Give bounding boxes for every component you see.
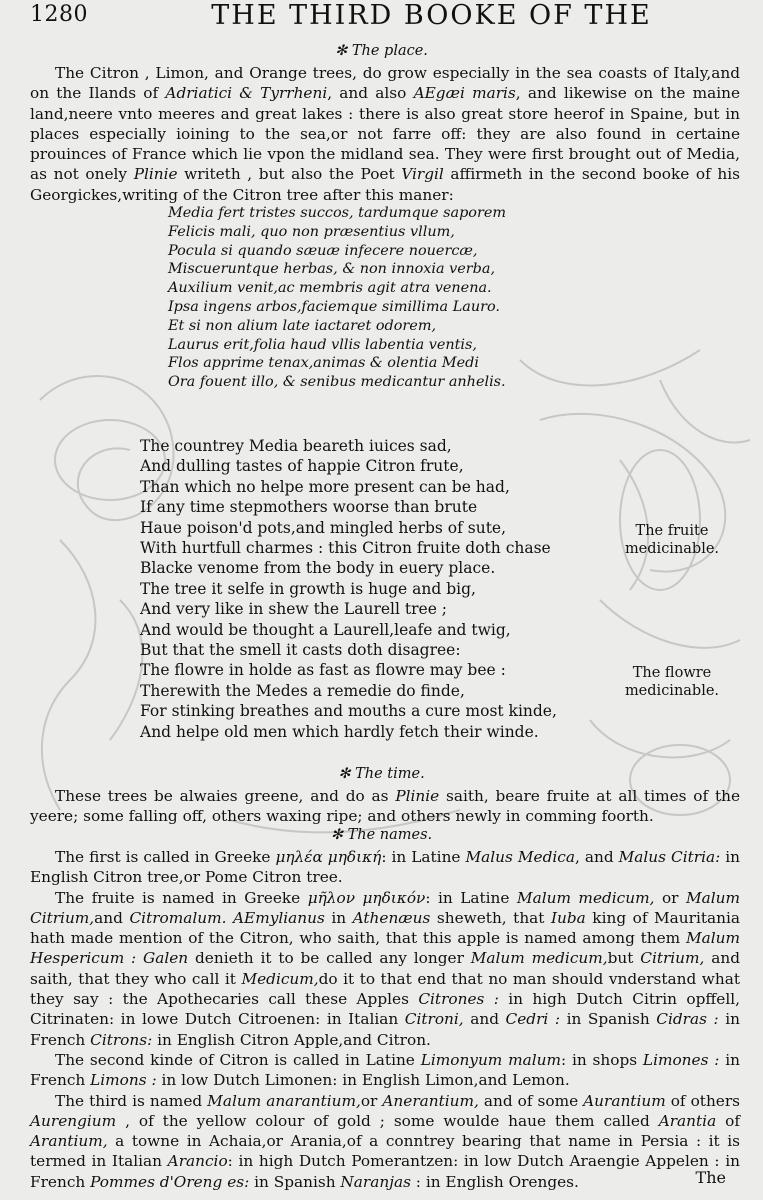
verse-line: The countrey Media beareth iuices sad, <box>140 437 452 455</box>
verse-line: Miscueruntque herbas, & non innoxia verba, <box>168 261 496 278</box>
verse-line: Ora fouent illo, & senibus medicantur anhelis. <box>168 374 506 391</box>
section-heading-names: ✻ The names. <box>330 827 433 843</box>
verse-line: And would be thought a Laurell,leafe and twig, <box>140 620 511 639</box>
place-paragraph: The Citron , Limon, and Orange trees, do grow especially in the sea coasts of Italy,and on the Ilands of Adriatici & Tyrrheni, and also AEgæi maris, and likewise on the maine land,neere vnto meeres and great lakes : there is also great store heerof in Spaine, but in places especially ioining to the sea,or not farre off: they are also found in certaine prouinces of France which lie vpon the midland sea. They were first brought out of Media, as not onely Plinie writeth , but also the Poet Virgil affirmeth in the second booke of his Georgickes,writing of the Citron tree after this maner: <box>30 64 740 204</box>
verse-line: Pocula si quando sæuæ infecere nouercæ, <box>168 242 478 259</box>
verse-line: For stinking breathes and mouths a cure most kinde, <box>140 702 557 721</box>
verse-line: Auxilium venit,ac membris agit atra venena. <box>168 280 492 297</box>
verse-line: With hurtfull charmes : this Citron fruite doth chase <box>140 539 551 558</box>
verse-line: Ipsa ingens arbos,faciemque simillima Lauro. <box>168 298 500 315</box>
verse-line: Flos apprime tenax,animas & olentia Medi <box>168 355 479 372</box>
verse-line: Media fert tristes succos, tardumque saporem <box>168 205 506 221</box>
verse-line: The flowre in holde as fast as flowre may bee : <box>140 661 506 680</box>
names-paragraph-4: The third is named Malum anarantium,or Anerantium, and of some Aurantium of others Aurengium , of the yellow colour of gold ; some woulde haue them called Arantia of Arantium, a towne in Achaia,or Arania,of a conntrey bearing that name in Persia : it is termed in Italian Arancio: in high Dutch Pomerantzen: in low Dutch Araengie Appelen : in French Pommes d'Oreng es: in Spanish Naranjas : in English Orenges. <box>30 1091 741 1191</box>
names-text <box>30 847 740 1192</box>
verse-line: And very like in shew the Laurell tree ; <box>140 600 448 619</box>
verse-line: Haue poison'd pots,and mingled herbs of sute, <box>140 518 507 537</box>
margin-note-flowre: The flowre medicinable. <box>624 665 720 699</box>
running-title: THE THIRD BOOKE OF THE <box>211 0 652 31</box>
page-header <box>30 2 743 38</box>
catchword: The <box>695 1168 726 1187</box>
section-heading-time: ✻ The time. <box>338 766 425 782</box>
latin-verse <box>168 204 568 392</box>
english-verse <box>140 436 610 742</box>
verse-line: Therewith the Medes a remedie do finde, <box>140 681 465 700</box>
section-heading-place: ✻ The place. <box>335 43 428 59</box>
verse-line: If any time stepmothers woorse than brute <box>140 498 478 517</box>
verse-line: But that the smell it casts doth disagree: <box>140 641 461 660</box>
verse-line: Blacke venome from the body in euery place. <box>140 559 496 578</box>
names-paragraph-2: The fruite is named in Greeke μῆλον μηδικόν: in Latine Malum medicum, or Malum Citrium,and Citromalum. AEmylianus in Athenæus sheweth, that Iuba king of Mauritania hath made mention of the Citron, who saith, that this apple is named among them Malum Hespericum : Galen denieth it to be called any longer Malum medicum,but Citrium, and saith, that they who call it Medicum,do it to that end that no man should vnderstand what they say : the Apothecaries call these Apples Citrones : in high Dutch Citrin opffell, Citrinaten: in lowe Dutch Citroenen: in Italian Citroni, and Cedri : in Spanish Cidras : in French Citrons: in English Citron Apple,and Citron. <box>30 888 741 1049</box>
verse-line: The tree it selfe in growth is huge and big, <box>140 579 476 598</box>
verse-line: And dulling tastes of happie Citron frute, <box>140 457 464 476</box>
names-paragraph-3: The second kinde of Citron is called in Latine Limonyum malum: in shops Limones : in French Limons : in low Dutch Limonen: in English Limon,and Lemon. <box>30 1050 740 1090</box>
verse-line: Et si non alium late iactaret odorem, <box>168 317 437 334</box>
page-number: 1280 <box>30 2 88 27</box>
margin-note-fruite: The fruite medicinable. <box>624 523 720 557</box>
verse-line: And helpe old men which hardly fetch their winde. <box>140 722 539 741</box>
names-paragraph-1: The first is called in Greeke μηλέα μηδική: in Latine Malus Medica, and Malus Citria: in English Citron tree,or Pome Citron tree. <box>30 848 741 887</box>
verse-line: Laurus erit,folia haud vllis labentia ventis, <box>168 336 477 353</box>
verse-line: Felicis mali, quo non præsentius vllum, <box>168 223 455 240</box>
verse-line: Than which no helpe more present can be had, <box>140 477 510 496</box>
time-paragraph: These trees be alwaies greene, and do as Plinie saith, beare fruite at all times of the yeere; some falling off, others waxing ripe; and others newly in comming foorth. <box>30 787 740 826</box>
